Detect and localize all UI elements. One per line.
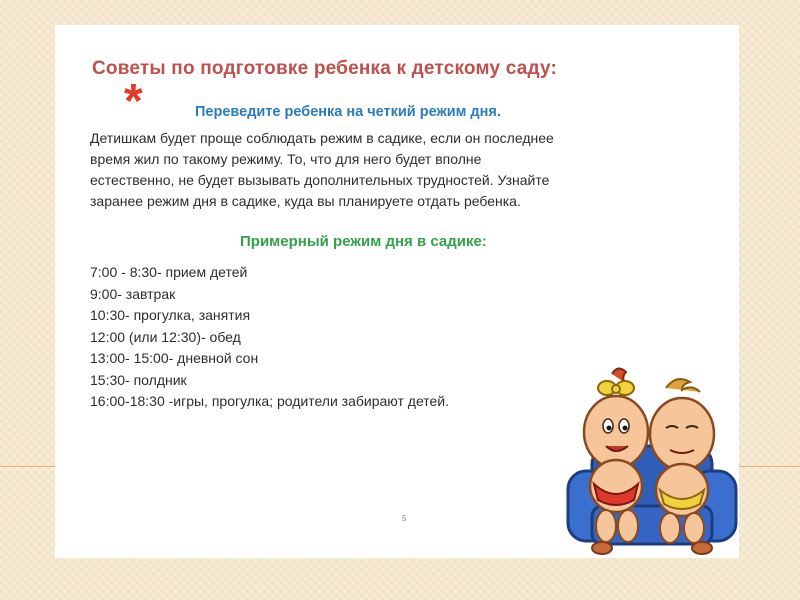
schedule-item: 7:00 - 8:30- прием детей xyxy=(90,264,248,280)
schedule-item: 16:00-18:30 -игры, прогулка; родители забирают детей. xyxy=(90,393,450,409)
slide-title: Советы по подготовке ребенка к детскому саду: xyxy=(92,58,558,79)
schedule-item: 15:30- полдник xyxy=(90,371,187,388)
schedule-item: 12:00 (или 12:30)- обед xyxy=(90,328,241,345)
schedule-list xyxy=(90,262,449,413)
paragraph-line: Детишкам будет проще соблюдать режим в садике, если он последнее xyxy=(90,130,554,146)
advice-paragraph xyxy=(90,128,690,212)
regime-heading: Примерный режим дня в садике: xyxy=(240,233,487,250)
page-number: 5 xyxy=(402,514,407,523)
paragraph-line: время жил по такому режиму. То, что для него будет вполне xyxy=(90,151,482,167)
paragraph-line: заранее режим дня в садике, куда вы планируете отдать ребенка. xyxy=(90,193,521,209)
schedule-item: 9:00- завтрак xyxy=(90,285,176,302)
babies-on-armchair-illustration xyxy=(562,366,742,560)
paragraph-line: естественно, не будет вызывать дополнительных трудностей. Узнайте xyxy=(90,172,550,188)
subtitle: Переведите ребенка на четкий режим дня. xyxy=(195,104,501,120)
schedule-item: 10:30- прогулка, занятия xyxy=(90,307,251,323)
schedule-item: 13:00- 15:00- дневной сон xyxy=(90,350,259,366)
asterisk-icon: * xyxy=(124,75,143,128)
